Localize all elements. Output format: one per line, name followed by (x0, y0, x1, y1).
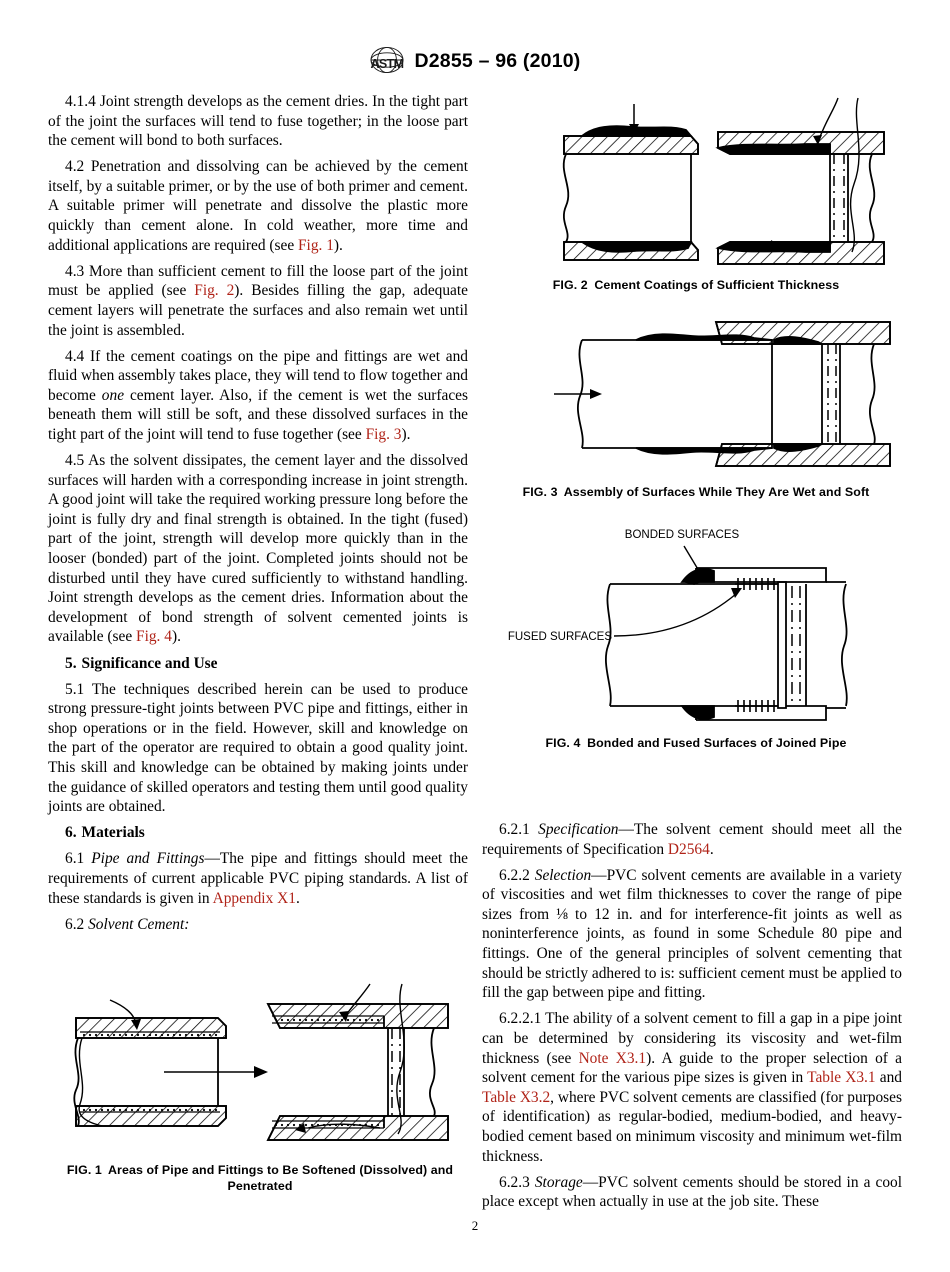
paragraph-lead-in: Selection (534, 866, 592, 884)
paragraph-5-1 (48, 680, 468, 817)
figure-4 (486, 524, 906, 752)
emphasis-word: one (101, 386, 125, 404)
right-column (482, 820, 902, 1218)
figure-3 (486, 308, 906, 501)
paragraph-text: —PVC solvent cements are available in a variety of viscosities and wet film thicknesses to cover the range of pipe sizes from ⅛ to 12 in. and for interference-fit joints as well as noninterference joints, as found in some Schedule 80 pipe and fittings. One of the general principles of solvent cementing that should be strictly adhered to is: sufficient cement must be applied to fill the gap between pipe and fitting. (482, 866, 902, 1002)
figure-2-number: FIG. 2 (552, 278, 588, 292)
paragraph-number: 5.1 (65, 680, 85, 698)
note-reference-link[interactable]: Note X3.1 (578, 1049, 647, 1067)
paragraph-text: Joint strength develops as the cement dries. In the tight part of the joint the surfaces will tend to fuse together; in the loose part the cement will bond to both surfaces. (48, 93, 468, 150)
paragraph-text: The ability of a solvent cement to fill a gap in a pipe joint can be determined by considering its viscosity and wet-film thickness (see (482, 1010, 902, 1067)
paragraph-lead-in: Specification (538, 821, 619, 838)
section-heading-5 (48, 654, 468, 674)
paragraph-text: —The solvent cement should meet all the requirements of Specification (482, 821, 902, 858)
section-number: 6. (65, 824, 77, 842)
paragraph-6-2 (48, 915, 468, 935)
paragraph-6-2-1 (482, 820, 902, 859)
paragraph-text: More than sufficient cement to fill the loose part of the joint must be applied (see (48, 262, 469, 300)
figure-2-caption-text: Cement Coatings of Sufficient Thickness (594, 278, 840, 292)
paragraph-text-b: ). A guide to the proper selection of a solvent cement for the various pipe sizes is given in (482, 1049, 902, 1087)
figure-3-drawing (486, 308, 906, 480)
paragraph-lead-in: Pipe and Fittings (91, 850, 205, 868)
paragraph-4-5 (48, 451, 468, 647)
cross-reference-link[interactable]: Fig. 1 (298, 236, 334, 254)
paragraph-text: As the solvent dissipates, the cement layer and the dissolved surfaces will harden with a corresponding increase in joint strength. A good joint will take the required working pressure long before the joint is fully dry and final strength is obtained. In the tight (fused) part of the joint, strength will develop more quickly than in the looser (bonded) part of the joint. Completed joints should not be disturbed until they have cured sufficiently to withstand handling. Joint strength develops as the cement dries. Information about the development of bond strength of solvent cemented joints is available (see (48, 452, 468, 646)
paragraph-6-1 (48, 849, 468, 908)
section-title: Significance and Use (81, 654, 218, 672)
paragraph-lead-in: Solvent Cement: (88, 915, 190, 933)
paragraph-number: 6.2.1 (499, 821, 530, 838)
astm-logo-icon (369, 46, 405, 76)
figure-3-number: FIG. 3 (522, 485, 558, 499)
figure-4-label-fused: FUSED SURFACES (507, 631, 612, 643)
paragraph-number: 6.1 (65, 850, 85, 868)
page-title: D2855 – 96 (2010) (414, 49, 581, 72)
paragraph-number: 4.3 (65, 262, 85, 280)
paragraph-text-tail: . (709, 840, 714, 858)
figure-4-number: FIG. 4 (545, 736, 581, 750)
figure-1-caption-text: Areas of Pipe and Fittings to Be Softened (Dissolved) and Penetrated (108, 1163, 454, 1193)
standard-reference-link[interactable]: D2564 (667, 840, 710, 858)
paragraph-text-tail: ). (333, 236, 343, 254)
paragraph-4-1-4 (48, 92, 468, 151)
paragraph-6-2-3 (482, 1173, 902, 1212)
paragraph-number: 4.5 (65, 452, 85, 470)
cross-reference-link[interactable]: Fig. 4 (136, 628, 172, 646)
cross-reference-link[interactable]: Fig. 2 (194, 282, 235, 300)
page-number: 2 (471, 1218, 479, 1233)
paragraph-text: If the cement coatings on the pipe and fittings are wet and fluid when assembly takes place, they will tend to flow together and become (48, 347, 468, 404)
section-heading-6 (48, 823, 468, 843)
paragraph-text-d: , where PVC solvent cements are classified (for purposes of identification) as regular-bodied, medium-bodied, and heavy-bodied cement based on minimum viscosity and minimum wet-film thickness. (482, 1088, 902, 1165)
table-reference-link[interactable]: Table X3.1 (807, 1069, 876, 1087)
figure-1 (40, 978, 480, 1194)
section-number: 5. (65, 654, 77, 672)
paragraph-6-2-2-1 (482, 1009, 902, 1166)
paragraph-number: 6.2.2.1 (499, 1010, 542, 1028)
paragraph-text: —The pipe and fittings should meet the requirements of current applicable PVC piping standards. A list of these standards is given in (48, 850, 469, 907)
figure-4-drawing (486, 524, 906, 732)
paragraph-text: The techniques described herein can be used to produce strong pressure-tight joints between PVC pipe and fittings, either in shop operations or in the field. However, skill and knowledge on the part of the operator are required to obtain a good quality joint. This skill and knowledge can be obtained by making joints under the guidance of skilled operators and testing them until good quality joints are obtained. (48, 680, 468, 816)
paragraph-text-middle: cement layer. Also, if the cement is wet the surfaces beneath them will still be soft, and these dissolved surfaces in the tight part of the joint will tend to fuse together (see (48, 386, 469, 443)
figure-3-caption-text: Assembly of Surfaces While They Are Wet and Soft (563, 485, 870, 499)
paragraph-lead-in: Storage (534, 1173, 583, 1191)
paragraph-text-tail: ). (171, 628, 181, 646)
figure-2 (486, 92, 906, 294)
paragraph-text-c: and (875, 1069, 902, 1087)
page-header (0, 44, 950, 78)
left-column (48, 92, 468, 941)
paragraph-number: 4.4 (65, 347, 85, 365)
paragraph-text: Penetration and dissolving can be achieved by the cement itself, by a suitable primer, or by the use of both primer and cement. A suitable primer will penetrate and dissolve the plastic more quickly than cement alone. In cold weather, more time and additional applications are required (see (48, 158, 469, 254)
figure-2-drawing (486, 92, 906, 272)
paragraph-text-tail: ). (401, 426, 411, 443)
paragraph-4-4 (48, 347, 468, 445)
paragraph-6-2-2 (482, 866, 902, 1003)
section-title: Materials (81, 824, 145, 842)
paragraph-4-2 (48, 157, 468, 255)
paragraph-text: —PVC solvent cements should be stored in a cool place except when actually in use at the job site. These (482, 1173, 902, 1211)
figure-1-number: FIG. 1 (66, 1163, 102, 1177)
figure-4-label-bonded: BONDED SURFACES (624, 529, 740, 541)
paragraph-number: 6.2.3 (499, 1173, 530, 1191)
svg-text:ASTM: ASTM (370, 57, 404, 71)
paragraph-number: 4.2 (65, 158, 85, 176)
paragraph-4-3 (48, 262, 468, 340)
paragraph-text-tail: ). Besides filling the gap, adequate cement layers will penetrate the surfaces and also remain wet until the joint is assembled. (48, 282, 468, 339)
figure-1-caption (40, 1163, 480, 1194)
figure-3-caption (486, 485, 906, 501)
figure-2-caption (486, 278, 906, 294)
figure-4-caption (486, 736, 906, 752)
figure-4-caption-text: Bonded and Fused Surfaces of Joined Pipe (587, 736, 847, 750)
cross-reference-link[interactable]: Fig. 3 (365, 426, 402, 443)
paragraph-number: 6.2 (65, 915, 85, 933)
paragraph-number: 4.1.4 (65, 93, 96, 110)
paragraph-text-tail: . (295, 889, 300, 907)
figure-1-drawing (40, 978, 480, 1158)
paragraph-number: 6.2.2 (499, 866, 530, 884)
table-reference-link[interactable]: Table X3.2 (482, 1088, 551, 1106)
cross-reference-link[interactable]: Appendix X1 (212, 889, 296, 907)
